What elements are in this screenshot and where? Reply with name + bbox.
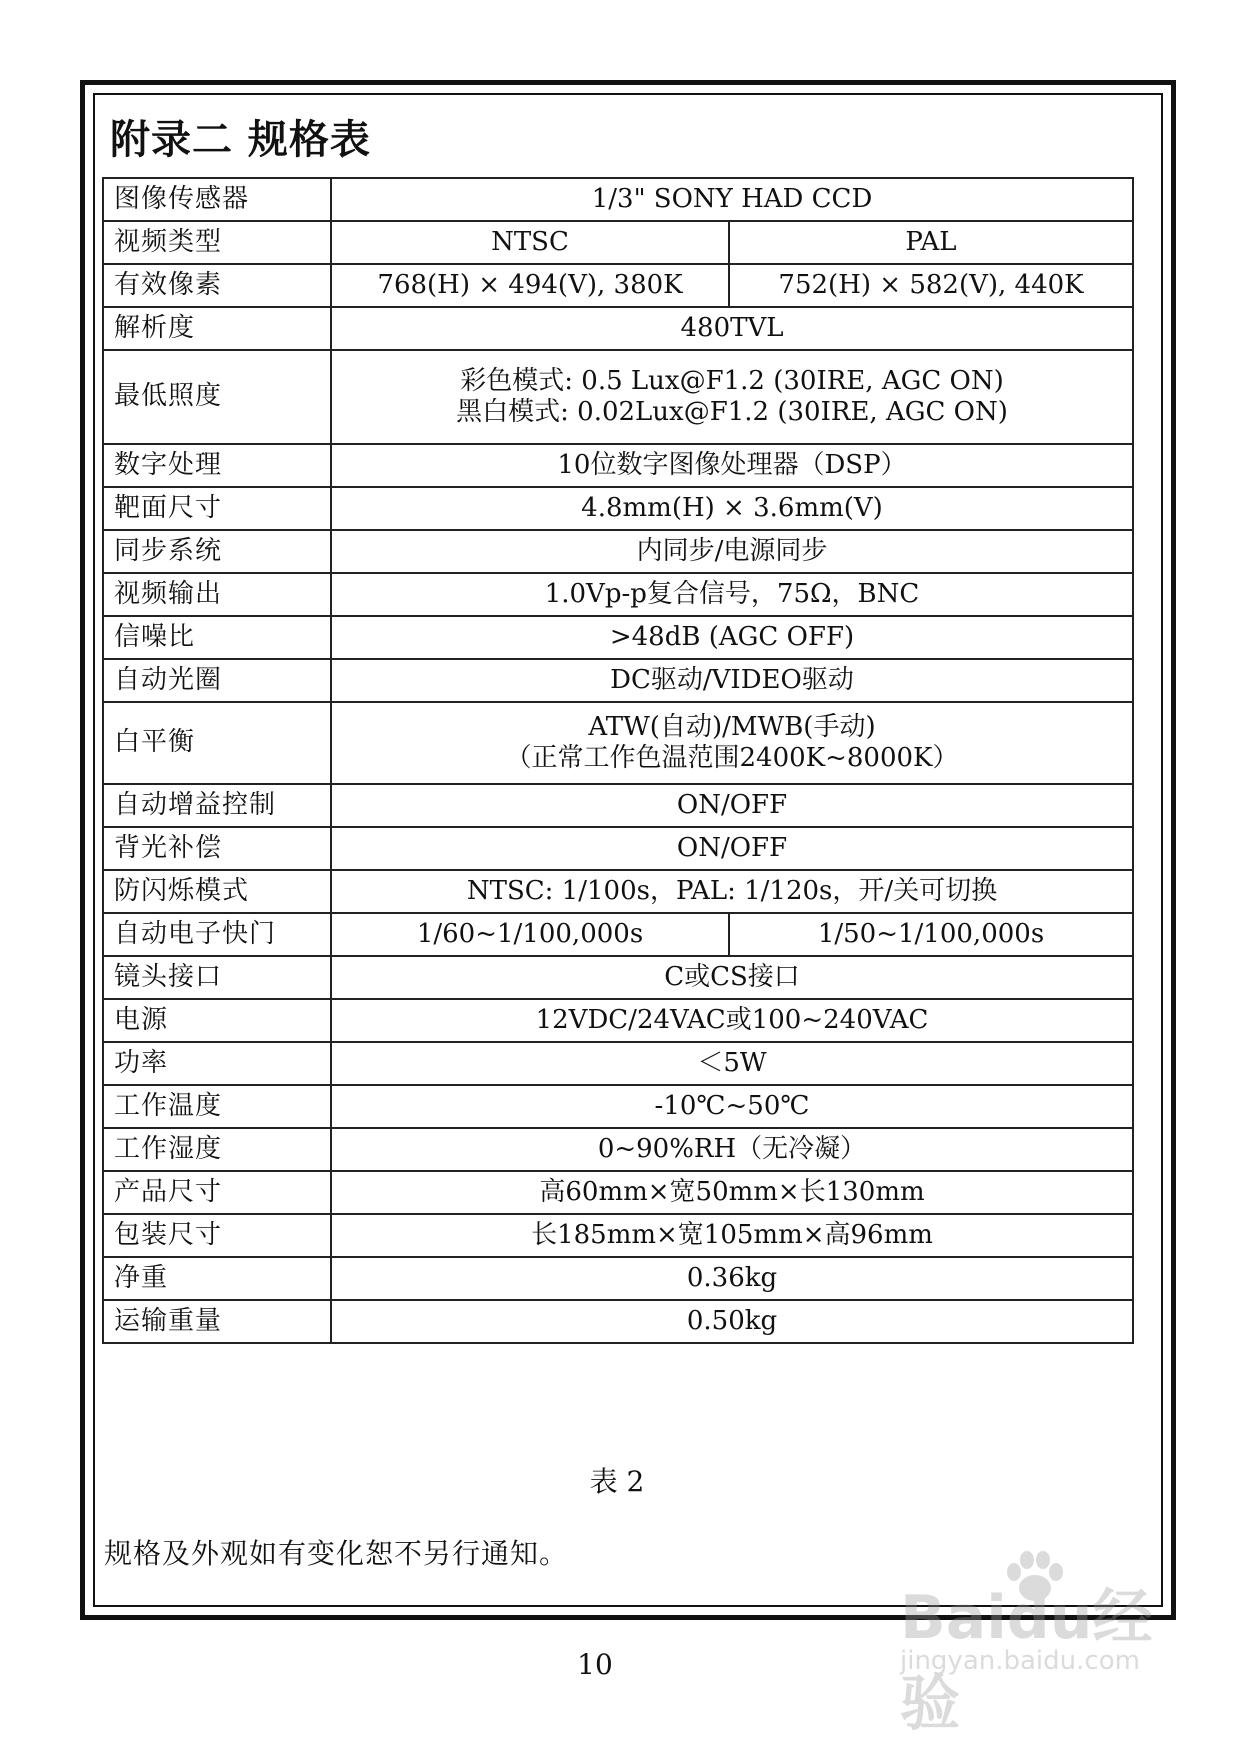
- watermark-url: jingyan.baidu.com: [900, 1646, 1140, 1676]
- spec-label: 产品尺寸: [103, 1171, 331, 1214]
- table-row: [103, 913, 1133, 956]
- spec-label: 有效像素: [103, 264, 331, 307]
- spec-value-pal: 1/50~1/100,000s: [729, 913, 1133, 956]
- spec-value: 0~90%RH（无冷凝）: [331, 1128, 1133, 1171]
- spec-table: [102, 177, 1134, 1344]
- spec-label: 解析度: [103, 307, 331, 350]
- table-row: [103, 870, 1133, 913]
- table-row: [103, 221, 1133, 264]
- table-row: [103, 702, 1133, 784]
- spec-label: 自动光圈: [103, 659, 331, 702]
- table-row: [103, 999, 1133, 1042]
- table-row: [103, 487, 1133, 530]
- spec-value-line: （正常工作色温范围2400K~8000K）: [505, 743, 959, 773]
- spec-value-pal: PAL: [729, 221, 1133, 264]
- spec-label: 包装尺寸: [103, 1214, 331, 1257]
- spec-label: 自动增益控制: [103, 784, 331, 827]
- spec-value: ON/OFF: [331, 827, 1133, 870]
- watermark: [890, 1570, 1190, 1739]
- spec-label: 同步系统: [103, 530, 331, 573]
- spec-label: 自动电子快门: [103, 913, 331, 956]
- spec-value: 4.8mm(H) × 3.6mm(V): [331, 487, 1133, 530]
- spec-label: 数字处理: [103, 444, 331, 487]
- table-row: [103, 530, 1133, 573]
- spec-value: 1.0Vp-p复合信号，75Ω，BNC: [331, 573, 1133, 616]
- table-row: [103, 444, 1133, 487]
- page-number: 10: [577, 1648, 613, 1681]
- spec-label: 镜头接口: [103, 956, 331, 999]
- spec-value: 480TVL: [331, 307, 1133, 350]
- spec-label: 工作温度: [103, 1085, 331, 1128]
- spec-label: 电源: [103, 999, 331, 1042]
- table-row: [103, 784, 1133, 827]
- table-row: [103, 350, 1133, 444]
- spec-label: 视频类型: [103, 221, 331, 264]
- table-row: [103, 1085, 1133, 1128]
- table-row: [103, 307, 1133, 350]
- table-row: [103, 827, 1133, 870]
- spec-label: 靶面尺寸: [103, 487, 331, 530]
- table-caption: 表 2: [589, 1465, 645, 1498]
- spec-label: 背光补偿: [103, 827, 331, 870]
- spec-label: 运输重量: [103, 1300, 331, 1343]
- spec-value-ntsc: 768(H) × 494(V), 380K: [331, 264, 729, 307]
- spec-value: 12VDC/24VAC或100~240VAC: [331, 999, 1133, 1042]
- spec-value-line: 彩色模式: 0.5 Lux@F1.2 (30IRE, AGC ON): [460, 365, 1004, 396]
- table-row: [103, 956, 1133, 999]
- table-row: [103, 178, 1133, 221]
- spec-value: NTSC: 1/100s，PAL: 1/120s，开/关可切换: [331, 870, 1133, 913]
- watermark-brand: Baidu经验: [900, 1583, 1153, 1739]
- spec-value: [331, 350, 1133, 444]
- spec-value: >48dB (AGC OFF): [331, 616, 1133, 659]
- spec-value-ntsc: NTSC: [331, 221, 729, 264]
- spec-value: 0.36kg: [331, 1257, 1133, 1300]
- spec-value: 高60mm×宽50mm×长130mm: [331, 1171, 1133, 1214]
- spec-value: C或CS接口: [331, 956, 1133, 999]
- spec-value: -10℃~50℃: [331, 1085, 1133, 1128]
- spec-value: 0.50kg: [331, 1300, 1133, 1343]
- spec-label: 图像传感器: [103, 178, 331, 221]
- table-row: [103, 1171, 1133, 1214]
- table-row: [103, 1128, 1133, 1171]
- spec-value-line: 黑白模式: 0.02Lux@F1.2 (30IRE, AGC ON): [456, 397, 1008, 427]
- table-row: [103, 659, 1133, 702]
- notice-text: 规格及外观如有变化恕不另行通知。: [104, 1537, 569, 1570]
- spec-value: 1/3" SONY HAD CCD: [331, 178, 1133, 221]
- spec-value: ＜5W: [331, 1042, 1133, 1085]
- spec-value: 10位数字图像处理器（DSP）: [331, 444, 1133, 487]
- spec-label: 视频输出: [103, 573, 331, 616]
- spec-label: 最低照度: [103, 350, 331, 444]
- table-row: [103, 1214, 1133, 1257]
- table-row: [103, 264, 1133, 307]
- spec-label: 工作湿度: [103, 1128, 331, 1171]
- spec-label: 功率: [103, 1042, 331, 1085]
- spec-label: 白平衡: [103, 702, 331, 784]
- spec-label: 信噪比: [103, 616, 331, 659]
- spec-label: 净重: [103, 1257, 331, 1300]
- spec-value: 长185mm×宽105mm×高96mm: [331, 1214, 1133, 1257]
- spec-value: ON/OFF: [331, 784, 1133, 827]
- table-row: [103, 573, 1133, 616]
- spec-value-ntsc: 1/60~1/100,000s: [331, 913, 729, 956]
- page-title: 附录二 规格表: [110, 117, 371, 163]
- spec-value: 内同步/电源同步: [331, 530, 1133, 573]
- spec-value: [331, 702, 1133, 784]
- spec-value-pal: 752(H) × 582(V), 440K: [729, 264, 1133, 307]
- table-row: [103, 1300, 1133, 1343]
- table-row: [103, 616, 1133, 659]
- spec-label: 防闪烁模式: [103, 870, 331, 913]
- spec-value: DC驱动/VIDEO驱动: [331, 659, 1133, 702]
- table-row: [103, 1042, 1133, 1085]
- spec-value-line: ATW(自动)/MWB(手动): [588, 711, 876, 742]
- table-row: [103, 1257, 1133, 1300]
